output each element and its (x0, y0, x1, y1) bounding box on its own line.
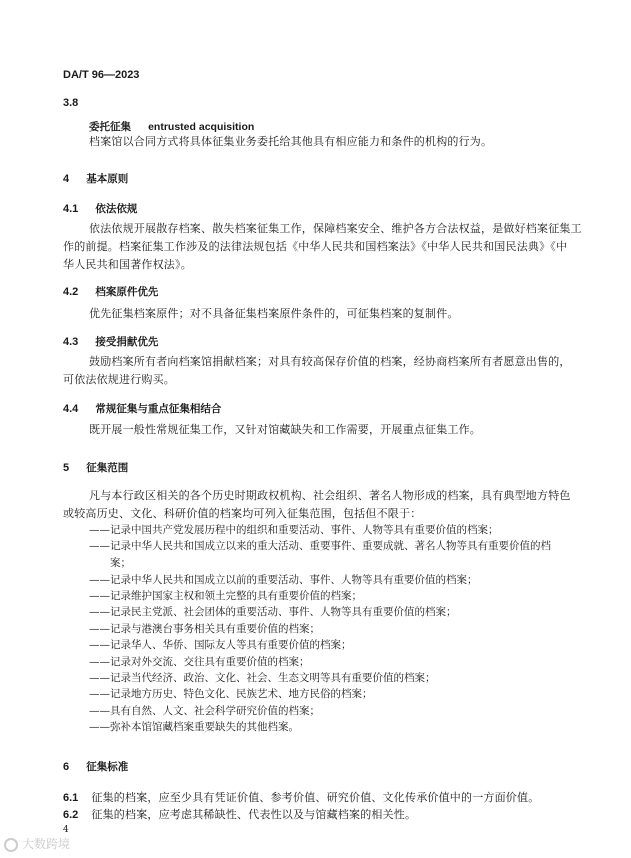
section-3-8-term (89, 115, 254, 134)
list-item: 案； (110, 557, 131, 569)
section-5-intro-1: 凡与本行政区相关的各个历史时期政权机构、社会组织、著名人物形成的档案，具有典型地方特色 (89, 489, 571, 502)
section-6-number: 6 (63, 761, 70, 773)
section-4-number: 4 (63, 173, 70, 185)
watermark-text: 大数跨境 (22, 837, 71, 851)
section-4-3-title: 接受捐献优先 (95, 336, 159, 348)
list-item: ——记录中国共产党发展历程中的组织和重要活动、事件、人物等具有重要价值的档案； (89, 524, 499, 536)
list-item: ——具有自然、人文、社会科学研究价值的档案； (89, 705, 320, 717)
section-6-title: 征集标准 (86, 761, 129, 773)
term-en: entrusted acquisition (148, 121, 255, 133)
section-6-2-text: 征集的档案，应考虑其稀缺性、代表性以及与馆藏档案的相关性。 (91, 808, 417, 821)
section-4-1-line-2: 作的前提。档案征集工作涉及的法律法规包括《中华人民共和国档案法》《中华人民共和国民法典》《中 (63, 240, 568, 253)
section-4-2-title: 档案原件优先 (95, 286, 159, 298)
list-item: ——记录中华人民共和国成立以前的重要活动、事件、人物等具有重要价值的档案； (89, 574, 478, 586)
term-cn: 委托征集 (89, 121, 131, 133)
standard-number: DA/T 96—2023 (63, 69, 140, 81)
watermark (4, 835, 70, 852)
section-4-2-number: 4.2 (63, 286, 79, 298)
list-item: ——记录对外交流、交往具有重要价值的档案； (89, 656, 310, 668)
section-4-2-text: 优先征集档案原件；对不具备征集档案原件条件的，可征集档案的复制件。 (89, 307, 459, 320)
section-6-1-number: 6.1 (63, 792, 79, 804)
section-4-title: 基本原则 (86, 173, 129, 185)
list-item: ——记录中华人民共和国成立以来的重大活动、重要事件、重要成就、著名人物等具有重要价值的档 (89, 540, 551, 552)
section-4-1-number: 4.1 (63, 203, 79, 215)
list-item: ——记录当代经济、政治、文化、社会、生态文明等具有重要价值的档案； (89, 672, 436, 684)
section-5-title: 征集范围 (86, 462, 129, 474)
section-6-2 (63, 803, 416, 822)
list-item: ——记录华人、华侨、国际友人等具有重要价值的档案； (89, 639, 352, 651)
section-4-3-line-2: 可依法依规进行购买。 (63, 373, 175, 386)
section-3-8-definition: 档案馆以合同方式将具体征集业务委托给其他具有相应能力和条件的机构的行为。 (89, 135, 493, 148)
section-4-1-line-1: 依法依规开展散存档案、散失档案征集工作，保障档案安全、维护各方合法权益，是做好档案征集工 (89, 222, 582, 235)
list-item: ——记录维护国家主权和领土完整的具有重要价值的档案； (89, 590, 362, 602)
section-4-1-line-3: 华人民共和国著作权法》。 (63, 258, 192, 271)
list-item: ——记录与港澳台事务相关具有重要价值的档案； (89, 623, 320, 635)
list-item: ——记录民主党派、社会团体的重要活动、事件、人物等具有重要价值的档案； (89, 606, 457, 618)
section-5-intro-2: 或较高历史、文化、科研价值的档案均可列入征集范围，包括但不限于： (63, 507, 422, 520)
page-number: 4 (63, 825, 69, 835)
section-4-4-heading (63, 397, 221, 416)
section-4-4-title: 常规征集与重点征集相结合 (95, 403, 222, 415)
section-4-heading (63, 167, 128, 186)
section-4-1-heading (63, 197, 137, 216)
section-5-heading (63, 456, 128, 475)
section-4-1-title: 依法依规 (95, 203, 138, 215)
section-6-heading (63, 755, 128, 774)
section-4-4-number: 4.4 (63, 403, 79, 415)
list-item: ——弥补本馆馆藏档案重要缺失的其他档案。 (89, 721, 299, 733)
section-4-3-line-1: 鼓励档案所有者向档案馆捐献档案；对具有较高保存价值的档案，经协商档案所有者愿意出售的， (89, 355, 571, 368)
section-4-3-heading (63, 330, 158, 349)
section-6-2-number: 6.2 (63, 809, 79, 821)
section-4-4-text: 既开展一般性常规征集工作，又针对馆藏缺失和工作需要，开展重点征集工作。 (89, 423, 481, 436)
section-6-1-text: 征集的档案，应至少具有凭证价值、参考价值、研究价值、文化传承价值中的一方面价值。 (91, 791, 540, 804)
section-3-8-number: 3.8 (63, 97, 79, 109)
section-4-2-heading (63, 280, 158, 299)
section-4-3-number: 4.3 (63, 336, 79, 348)
list-item: ——记录地方历史、特色文化、民族艺术、地方民俗的档案； (89, 688, 373, 700)
section-5-number: 5 (63, 462, 70, 474)
watermark-logo-icon (4, 838, 18, 852)
